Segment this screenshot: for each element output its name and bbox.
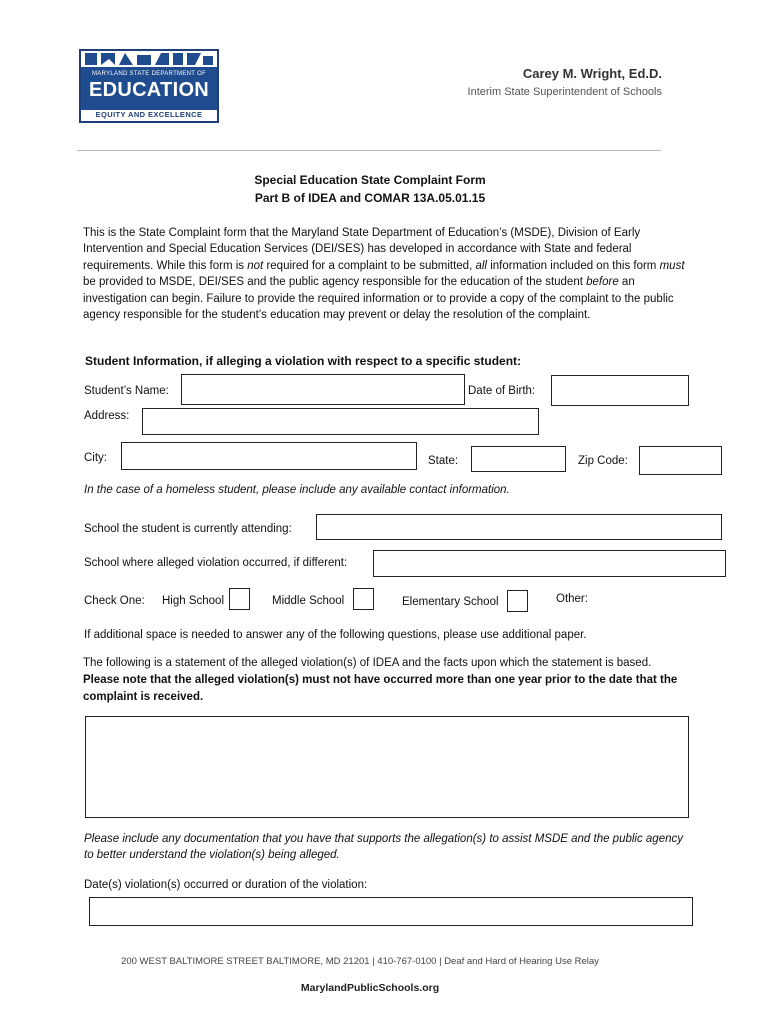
msde-logo [79,49,219,123]
footer-address: 200 WEST BALTIMORE STREET BALTIMORE, MD 21201 | 410-767-0100 | Deaf and Hard of Hearing Use Relay [121,956,599,967]
city-label: City: [84,452,107,464]
school-violation-field[interactable] [373,550,726,577]
city-field[interactable] [121,442,417,470]
flag-emblem-icon [85,53,215,66]
state-field[interactable] [471,446,566,472]
dob-field[interactable] [551,375,689,406]
other-label: Other: [556,593,588,605]
dates-field[interactable] [89,897,693,926]
dates-label: Date(s) violation(s) occurred or duration of the violation: [84,879,368,891]
elementary-school-checkbox[interactable] [507,590,528,612]
superintendent-title: Interim State Superintendent of Schools [467,86,662,98]
homeless-note: In the case of a homeless student, please include any available contact information. [84,484,510,496]
documentation-note: Please include any documentation that you have that supports the allegation(s) to assist MSDE and the public agency to better understand the violation(s) being alleged. [84,833,683,861]
school-attending-field[interactable] [316,514,722,540]
logo-department: MARYLAND STATE DEPARTMENT OF [91,71,207,77]
middle-school-checkbox[interactable] [353,588,374,610]
student-name-label: Student’s Name: [84,385,169,397]
school-violation-label: School where alleged violation occurred, if different: [84,557,348,569]
address-field[interactable] [142,408,539,435]
intro-paragraph: This is the State Complaint form that the Maryland State Department of Education’s (MSDE), Division of Early Intervention and Special Education Services (DEI/SES) has developed in accordance with State and federal requirements. While this form is not required for a complaint to be submitted, all information included on this form must be provided to MSDE, DEI/SES and the public agency responsible for the education of the student before an investigation can begin. Failure to provide the required information or to provide a copy of the complaint to the public agency responsible for the student’s education may prevent or delay the resolution of the complaint. [83,227,685,322]
superintendent-name: Carey M. Wright, Ed.D. [522,66,662,81]
middle-school-label: Middle School [272,595,345,607]
footer-website[interactable]: MarylandPublicSchools.org [300,982,440,994]
zip-label: Zip Code: [578,455,628,467]
check-one-label: Check One: [84,595,145,607]
form-subtitle: Part B of IDEA and COMAR 13A.05.01.15 [254,191,486,205]
violation-notice: The following is a statement of the alleged violation(s) of IDEA and the facts upon which the statement is based. Please note that the alleged violation(s) must not have occurred more than one year prior to the date that the complaint is received. [83,657,678,703]
violation-statement-textarea[interactable] [85,716,689,818]
student-name-field[interactable] [181,374,465,405]
student-info-heading: Student Information, if alleging a violation with respect to a specific student: [85,354,522,368]
form-title: Special Education State Complaint Form [254,173,486,187]
dob-label: Date of Birth: [468,385,536,397]
zip-field[interactable] [639,446,722,475]
state-label: State: [428,455,459,467]
school-attending-label: School the student is currently attending: [84,523,292,535]
logo-tagline: EQUITY AND EXCELLENCE [95,110,203,119]
address-label: Address: [84,410,130,422]
elementary-school-label: Elementary School [402,596,499,608]
logo-education: EDUCATION [88,79,210,101]
high-school-label: High School [162,595,225,607]
additional-space-note: If additional space is needed to answer any of the following questions, please use additional paper. [84,629,587,641]
high-school-checkbox[interactable] [229,588,250,610]
header-divider [77,150,661,151]
